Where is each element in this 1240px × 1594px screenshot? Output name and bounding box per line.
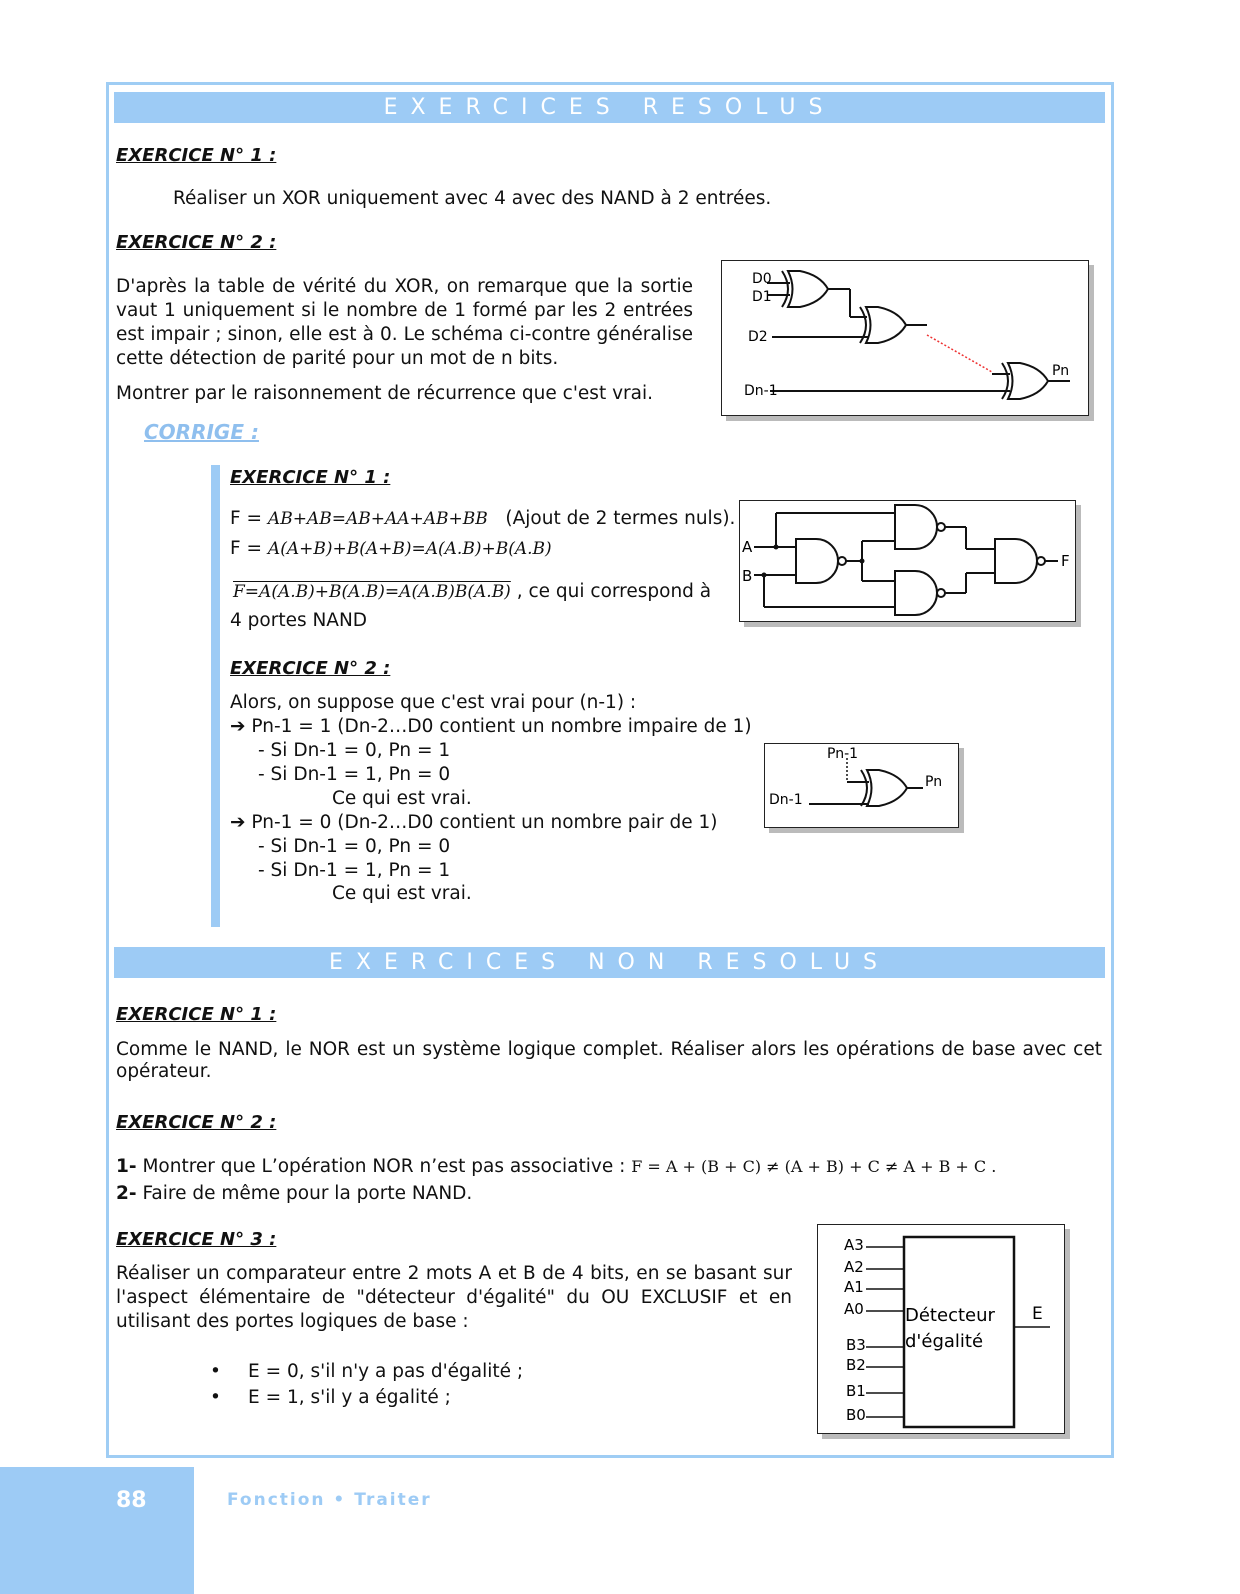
label-dn1: Dn-1 (744, 383, 778, 399)
exercise-2-text-2: Montrer par le raisonnement de récurrence que c'est vrai. (116, 383, 653, 404)
formula-line-1 (230, 507, 735, 531)
formula-1-note: (Ajout de 2 termes nuls). (505, 508, 736, 529)
formula-line-2 (230, 537, 552, 561)
recurrence-line-5: Ce qui est vrai. (332, 788, 472, 809)
part2-ex3-text: Réaliser un comparateur entre 2 mots A et B de 4 bits, en se basant sur l'aspect élémentaire de "détecteur d'égalité" du OU EXCLUSIF et en utilisant des portes logiques de base : (116, 1263, 792, 1332)
xor-gate-n (1008, 363, 1048, 399)
bullet-item: • E = 1, s'il y a égalité ; (210, 1385, 523, 1411)
input-a2: A2 (844, 1258, 864, 1276)
formula-1-math: AB+AB=AB+AA+AB+BB (267, 509, 488, 529)
recurrence-line-3: - Si Dn-1 = 0, Pn = 1 (258, 740, 451, 761)
exercise-2-text: D'après la table de vérité du XOR, on remarque que la sortie vaut 1 uniquement si le nombre de 1 formé par les 2 entrées est impair ; sinon, elle est à 0. Le schéma ci-contre généralise cette détection de parité pour un mot de n bits. (116, 276, 693, 369)
item-1-math: F = A + (B + C) ≠ (A + B) + C ≠ A + B + C . (631, 1157, 997, 1176)
formula-2-math: A(A+B)+B(A+B)=A(A.B)+B(A.B) (267, 539, 552, 559)
equality-detector-svg (818, 1225, 1064, 1433)
xor-gate-1-back (782, 271, 788, 307)
item-2-number: 2- (116, 1183, 137, 1204)
part2-ex2-title: EXERCICE N° 2 : (116, 1112, 277, 1133)
formula-3-note: , ce qui correspond à (516, 581, 712, 602)
continuation-dots (927, 335, 992, 372)
xor-gate-2 (866, 307, 906, 343)
part2-ex2-item-2 (116, 1182, 472, 1206)
nand-gate-input (796, 539, 838, 583)
label-pn: Pn (1052, 363, 1070, 379)
xor-chain-diagram (721, 260, 1089, 416)
input-a3: A3 (844, 1236, 864, 1254)
item-2-text: Faire de même pour la porte NAND. (142, 1183, 473, 1204)
page-number: 88 (116, 1488, 147, 1513)
input-a0: A0 (844, 1300, 864, 1318)
recurrence-line-7: - Si Dn-1 = 0, Pn = 0 (258, 836, 451, 857)
part2-ex2-item-1 (116, 1155, 996, 1179)
detector-output-e: E (1032, 1304, 1043, 1324)
item-1-text: Montrer que L’opération NOR n’est pas associative : (142, 1156, 626, 1177)
bullet-item: • E = 0, s'il n'y a pas d'égalité ; (210, 1359, 523, 1385)
formula-line-4: 4 portes NAND (230, 610, 368, 631)
xor-chain-svg (722, 261, 1088, 415)
label-f: F (1061, 552, 1070, 570)
item-1-number: 1- (116, 1156, 137, 1177)
recurrence-line-1: Alors, on suppose que c'est vrai pour (n-1) : (230, 692, 637, 713)
recurrence-line-2: ➔ Pn-1 = 1 (Dn-2…D0 contient un nombre impaire de 1) (230, 716, 752, 737)
formula-prefix-1: F = (230, 508, 263, 529)
nand-xor-svg (740, 501, 1075, 621)
formula-prefix-2: F = (230, 538, 263, 559)
corrige-ex2-title: EXERCICE N° 2 : (230, 658, 391, 679)
ex3-bullet-list (210, 1359, 523, 1411)
xor-recurrence-diagram (764, 743, 959, 828)
recurrence-line-4: - Si Dn-1 = 1, Pn = 0 (258, 764, 451, 785)
label-d0: D0 (752, 271, 772, 287)
xor-gate (867, 770, 907, 806)
xor-gate-1 (788, 271, 828, 307)
label-b: B (742, 567, 753, 585)
equality-detector-diagram (817, 1224, 1065, 1434)
corrige-sidebar-bar (211, 465, 220, 927)
banner-exercices-resolus: EXERCICES RESOLUS (114, 92, 1105, 123)
recurrence-line-8: - Si Dn-1 = 1, Pn = 1 (258, 860, 451, 881)
detector-label-1: Détecteur (905, 1305, 995, 1326)
input-b1: B1 (846, 1382, 866, 1400)
label-pn1: Pn-1 (827, 746, 859, 762)
input-b0: B0 (846, 1406, 866, 1424)
formula-3-math: F=A(A.B)+B(A.B)=A(A.B)B(A.B) (233, 582, 511, 602)
detector-label-2: d'égalité (905, 1331, 984, 1352)
recurrence-line-9: Ce qui est vrai. (332, 883, 472, 904)
input-b3: B3 (846, 1336, 866, 1354)
footer-page-block (0, 1467, 194, 1594)
input-a1: A1 (844, 1278, 864, 1296)
xor-recurrence-svg (765, 744, 958, 827)
exercise-2-title: EXERCICE N° 2 : (116, 232, 277, 253)
label-d1: D1 (752, 289, 772, 305)
formula-line-3 (233, 580, 711, 604)
label-pn-out: Pn (925, 774, 943, 790)
recurrence-line-6: ➔ Pn-1 = 0 (Dn-2…D0 contient un nombre pair de 1) (230, 812, 718, 833)
part2-ex3-title: EXERCICE N° 3 : (116, 1229, 277, 1250)
label-d2: D2 (748, 329, 768, 345)
corrige-title: CORRIGE : (144, 420, 259, 444)
part2-ex1-text: Comme le NAND, le NOR est un système logique complet. Réaliser alors les opérations de base avec cet opérateur. (116, 1039, 1102, 1082)
input-b2: B2 (846, 1356, 866, 1374)
nand-xor-diagram (739, 500, 1076, 622)
exercise-1-title: EXERCICE N° 1 : (116, 145, 277, 166)
nand-gate-top (895, 505, 937, 549)
nand-gate-output (995, 539, 1037, 583)
corrige-ex1-title: EXERCICE N° 1 : (230, 467, 391, 488)
banner-exercices-non-resolus: EXERCICES NON RESOLUS (114, 947, 1105, 978)
label-a: A (742, 538, 753, 556)
nand-gate-bottom (895, 571, 937, 615)
part2-ex1-title: EXERCICE N° 1 : (116, 1004, 277, 1025)
exercise-1-text: Réaliser un XOR uniquement avec 4 avec des NAND à 2 entrées. (173, 188, 772, 209)
label-dn1-in: Dn-1 (769, 792, 803, 808)
footer-title: Fonction • Traiter (227, 1490, 432, 1510)
